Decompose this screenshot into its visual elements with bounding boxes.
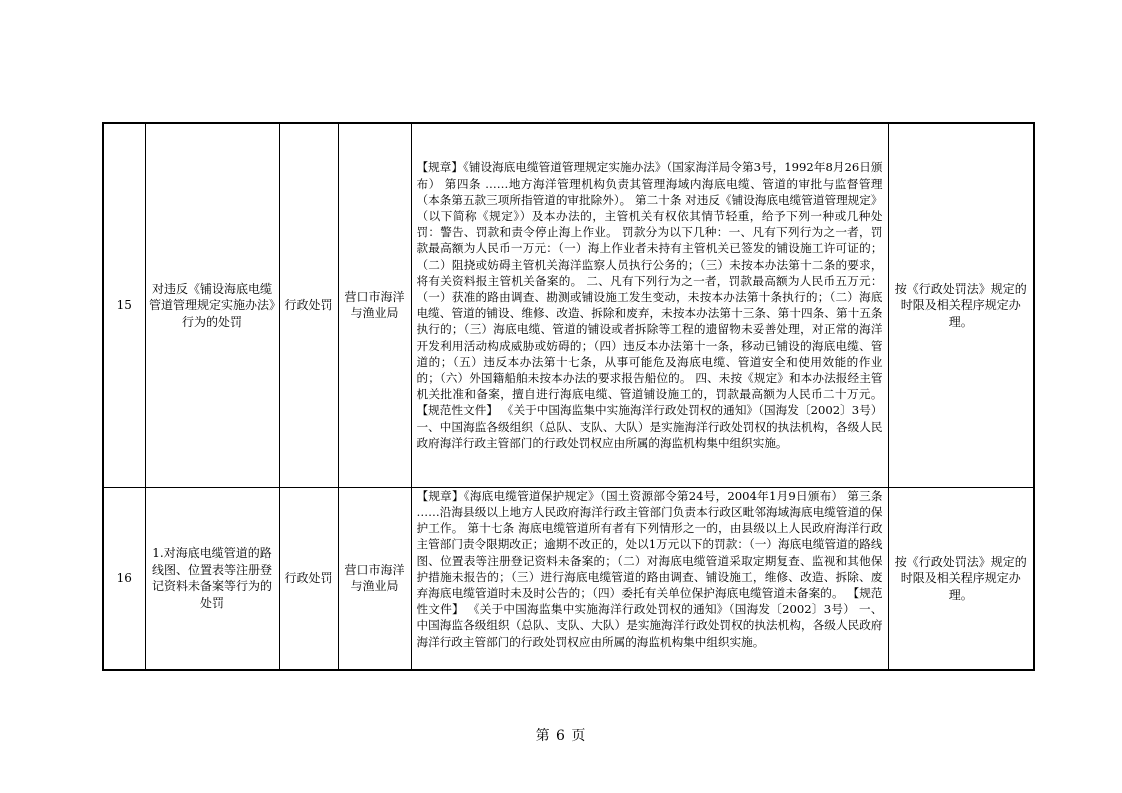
table-row: [103, 123, 1034, 487]
page-number: 第 6 页: [535, 728, 587, 744]
power-type: 行政处罚: [279, 487, 338, 670]
rights-table: [102, 122, 1035, 671]
item-name: 对违反《铺设海底电缆管道管理规定实施办法》行为的处罚: [145, 123, 279, 487]
legal-basis: 【规章】《铺设海底电缆管道管理规定实施办法》（国家海洋局令第3号，1992年8月26日颁布） 第四条 ……地方海洋管理机构负责其管理海域内海底电缆、管道的审批与监督管理（本条第五款三项所指管道的审批除外）。 第二十条 对违反《铺设海底电缆管道管理规定》（以下简称《规定》）及本办法的，主管机关有权依其情节轻重，给予下列一种或几种处罚：警告、罚款和责令停止海上作业。 罚款分为以下几种：一、凡有下列行为之一者，罚款最高额为人民币一万元：（一）海上作业者未持有主管机关已签发的铺设施工许可证的；（二）阻挠或妨碍主管机关海洋监察人员执行公务的；（三）未按本办法第十二条的要求，将有关资料报主管机关备案的。 二、凡有下列行为之一者，罚款最高额为人民币五万元：（一）获准的路由调查、勘测或铺设施工发生变动，未按本办法第十条执行的；（二）海底电缆、管道的铺设、维修、改造、拆除和废弃，未按本办法第十三条、第十四条、第十五条执行的；（三）海底电缆、管道的铺设或者拆除等工程的遗留物未妥善处理，对正常的海洋开发利用活动构成威胁或妨碍的；（四）违反本办法第十一条，移动已铺设的海底电缆、管道的；（五）违反本办法第十七条，从事可能危及海底电缆、管道安全和使用效能的作业的；（六）外国籍船舶未按本办法的要求报告船位的。 四、未按《规定》和本办法报经主管机关批准和备案，擅自进行海底电缆、管道铺设施工的，罚款最高额为人民币二十万元。 【规范性文件】 《关于中国海监集中实施海洋行政处罚权的通知》（国海发〔2002〕3号） 一、中国海监各级组织（总队、支队、大队）是实施海洋行政处罚权的执法机构，各级人民政府海洋行政主管部门的行政处罚权应由所属的海监机构集中组织实施。: [411, 123, 888, 487]
row-number: 15: [103, 123, 145, 487]
remark: 按《行政处罚法》规定的时限及相关程序规定办理。: [888, 487, 1034, 670]
legal-basis-cell: [411, 487, 888, 670]
department: 营口市海洋与渔业局: [338, 487, 411, 670]
remark: 按《行政处罚法》规定的时限及相关程序规定办理。: [888, 123, 1034, 487]
item-name: 1.对海底电缆管道的路线图、位置表等注册登记资料未备案等行为的处罚: [145, 487, 279, 670]
table-row: [103, 487, 1034, 670]
row-number: 16: [103, 487, 145, 670]
legal-basis: 【规章】《海底电缆管道保护规定》（国土资源部令第24号，2004年1月9日颁布） 第三条 ……沿海县级以上地方人民政府海洋行政主管部门负责本行政区毗邻海域海底电缆管道的保护工作。 第十七条 海底电缆管道所有者有下列情形之一的，由县级以上人民政府海洋行政主管部门责令限期改正；逾期不改正的，处以1万元以下的罚款：（一）海底电缆管道的路线图、位置表等注册登记资料未备案的；（二）对海底电缆管道采取定期复查、监视和其他保护措施未报告的；（三）进行海底电缆管道的路由调查、铺设施工，维修、改造、拆除、废弃海底电缆管道时未及时公告的；（四）委托有关单位保护海底电缆管道未备案的。 【规范性文件】 《关于中国海监集中实施海洋行政处罚权的通知》（国海发〔2002〕3号） 一、中国海监各级组织（总队、支队、大队）是实施海洋行政处罚权的执法机构，各级人民政府海洋行政主管部门的行政处罚权应由所属的海监机构集中组织实施。: [416, 488, 883, 649]
department: 营口市海洋与渔业局: [338, 123, 411, 487]
power-type: 行政处罚: [279, 123, 338, 487]
